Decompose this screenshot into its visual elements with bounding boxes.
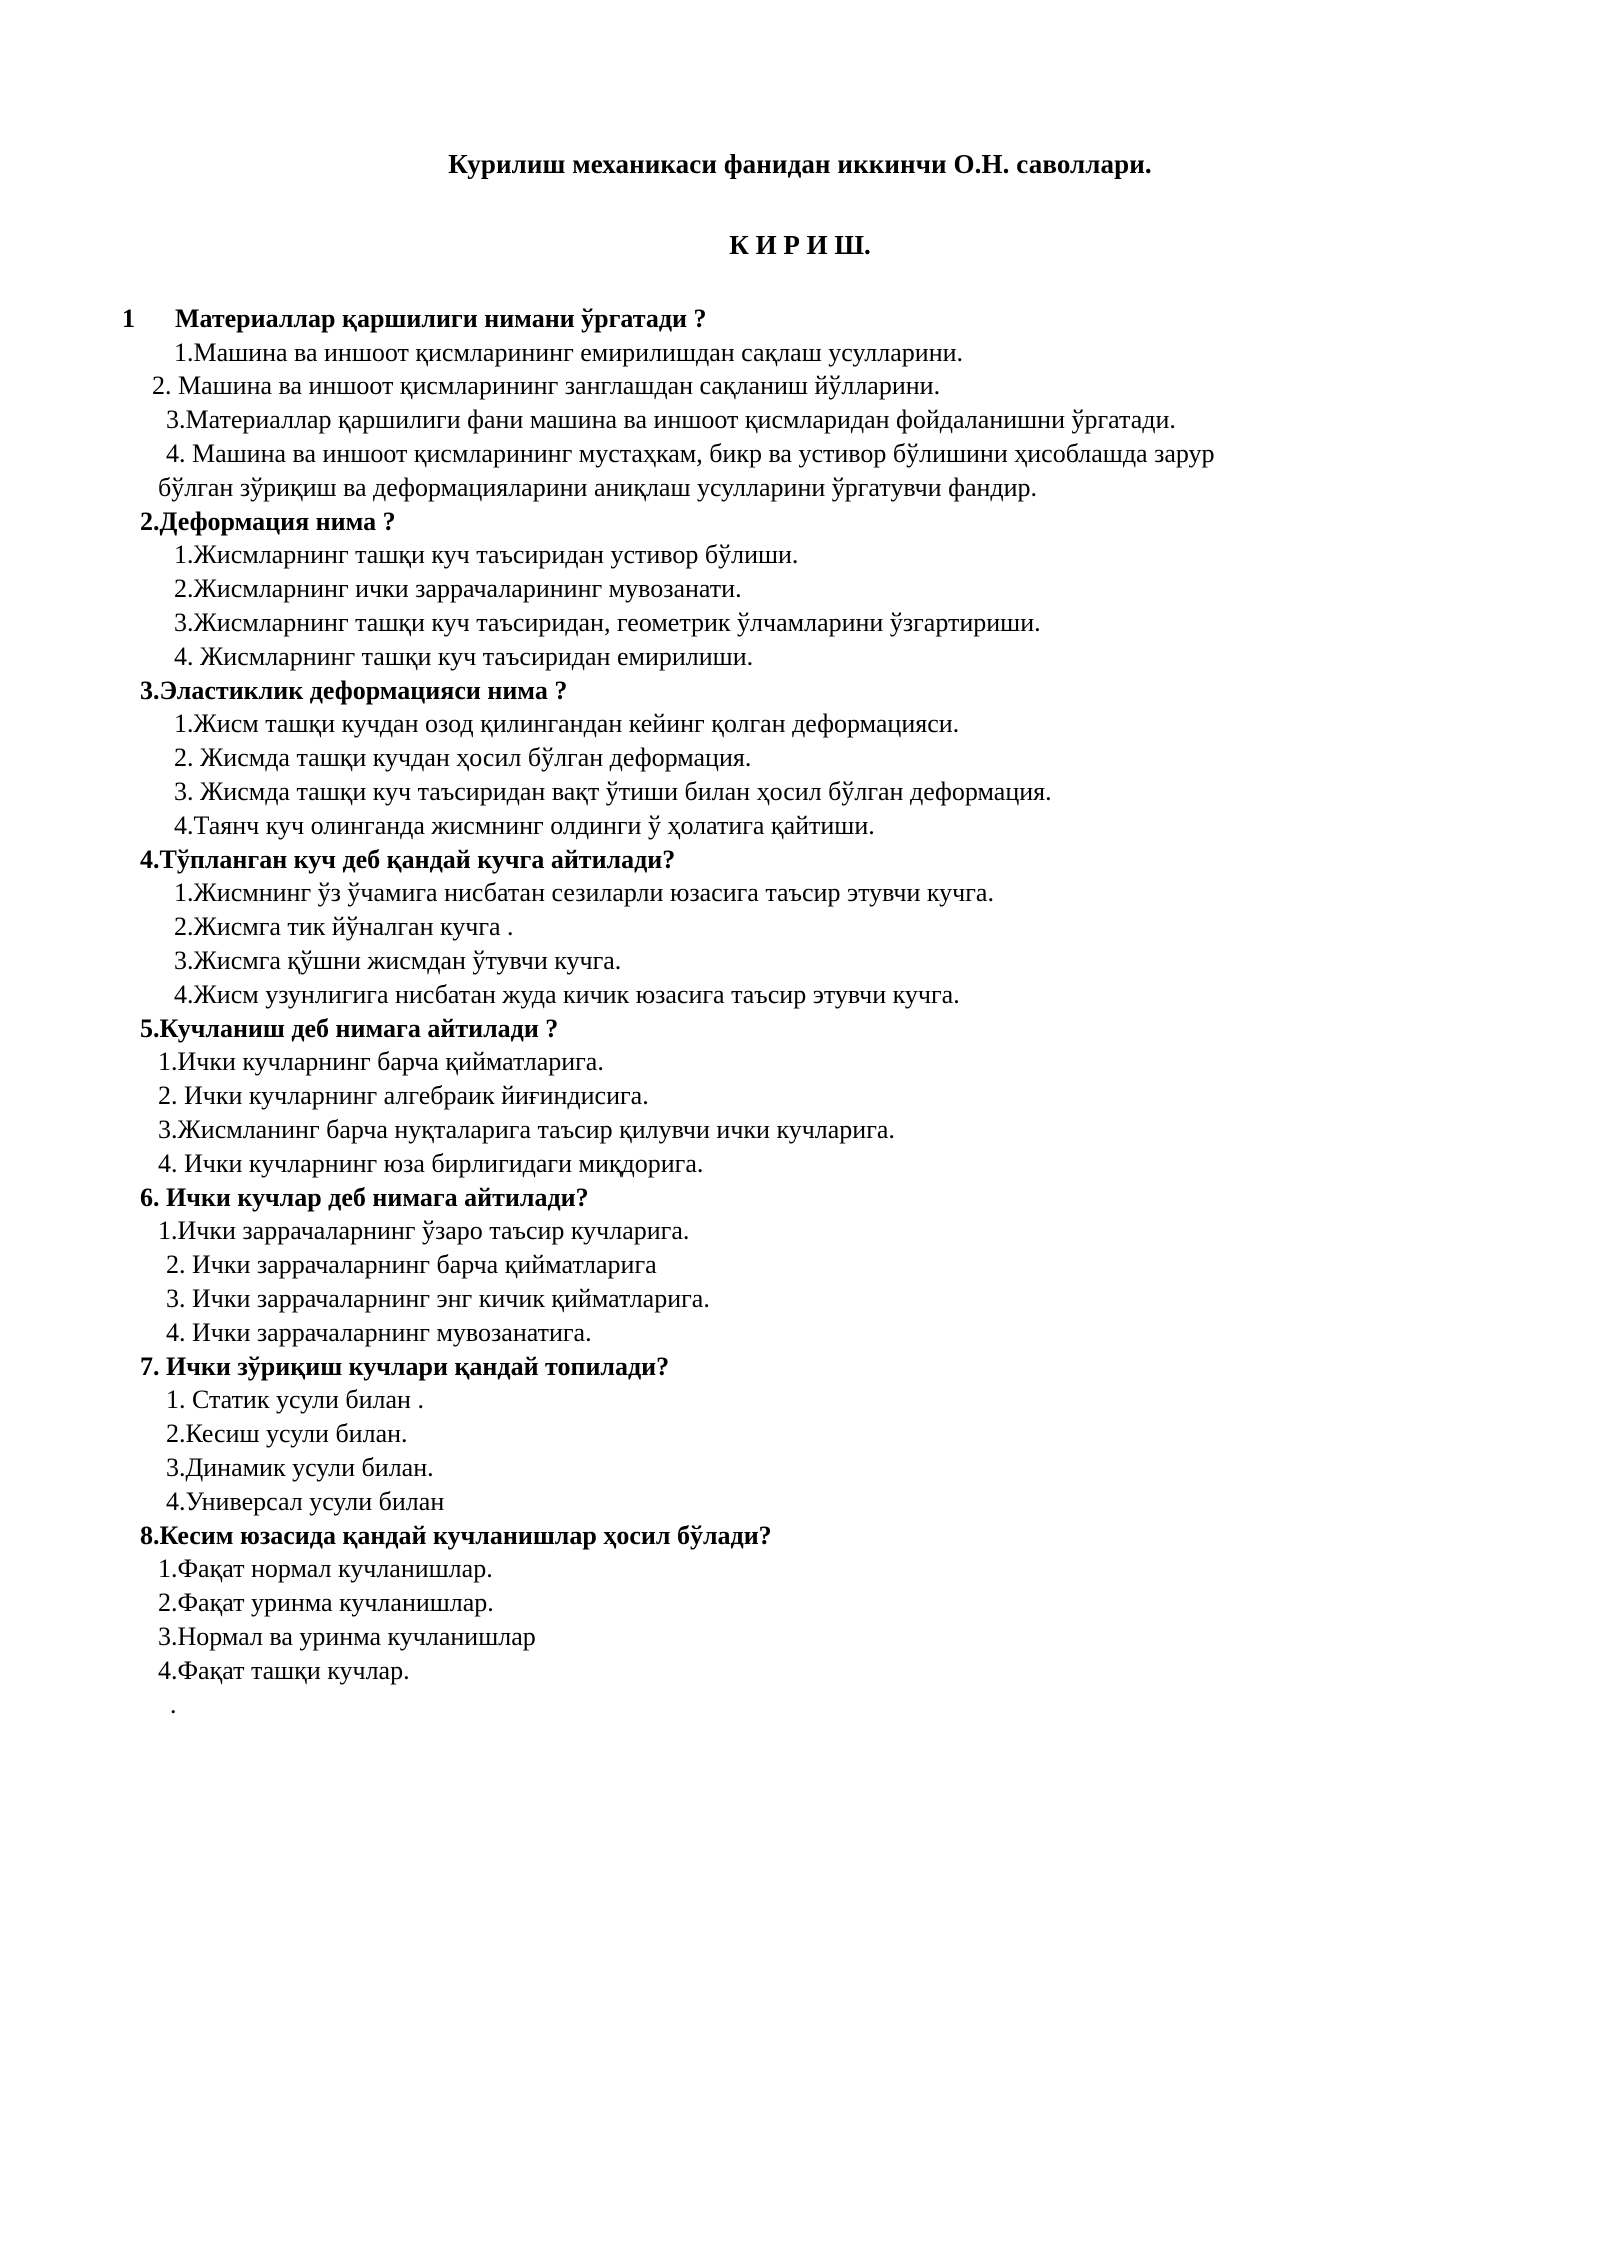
question-block xyxy=(118,1181,1482,1350)
answer-option: 3.Жисмга қўшни жисмдан ўтувчи кучга. xyxy=(174,946,622,976)
answer-option: 3.Нормал ва уринма кучланишлар xyxy=(158,1621,536,1651)
question-text: Эластиклик деформацияси нима ? xyxy=(159,675,568,705)
answer-option: 1.Жисмнинг ўз ўчамига нисбатан сезиларли юзасига таъсир этувчи кучга. xyxy=(174,878,994,908)
answer-option: 2.Кесиш усули билан. xyxy=(166,1419,408,1449)
question-text: Ички зўриқиш кучлари қандай топилади? xyxy=(166,1351,670,1381)
question-text: Кесим юзасида қандай кучланишлар ҳосил бўлади? xyxy=(159,1520,772,1550)
question-text: Кучланиш деб нимага айтилади ? xyxy=(159,1013,559,1043)
question-block xyxy=(118,302,1482,505)
answer-option: 4.Универсал усули билан xyxy=(166,1486,445,1516)
answer-option: 2.Жисмга тик йўналган кучга . xyxy=(174,912,514,942)
answer-option: 4. Жисмларнинг ташқи куч таъсиридан емирилиши. xyxy=(174,641,754,671)
question-number: 8. xyxy=(140,1520,160,1550)
answer-option: 3.Жисмланинг барча нуқталарига таъсир қилувчи ички кучларига. xyxy=(158,1115,895,1144)
question-block xyxy=(118,1350,1482,1519)
answer-option: 3.Жисмларнинг ташқи куч таъсиридан, геометрик ўлчамларини ўзгартириши. xyxy=(174,608,1041,638)
answer-option: 4. Ички заррачаларнинг мувозанатига. xyxy=(166,1317,592,1347)
answer-option-continuation: бўлган зўриқиш ва деформацияларини аниқлаш усулларини ўргатувчи фандир. xyxy=(158,472,1038,502)
answer-option: 1.Ички кучларнинг барча қийматларига. xyxy=(158,1047,604,1077)
question-heading xyxy=(118,1519,1482,1553)
question-heading xyxy=(118,843,1482,877)
question-number: 4. xyxy=(140,844,160,874)
question-block xyxy=(118,1012,1482,1181)
question-number: 1 xyxy=(122,303,135,333)
page-title: Курилиш механикаси фанидан иккинчи О.Н. саволлари. xyxy=(448,149,1152,179)
answer-option: 1.Машина ва иншоот қисмларининг емирилишдан сақлаш усулларини. xyxy=(174,337,964,367)
answer-option: 1. Статик усули билан . xyxy=(166,1385,424,1415)
answer-option: 2. Жисмда ташқи кучдан ҳосил бўлган деформация. xyxy=(174,743,752,773)
answer-option: 1.Ички заррачаларнинг ўзаро таъсир кучларига. xyxy=(158,1216,690,1246)
trailing-period: . xyxy=(170,1689,177,1719)
answer-option: 3. Жисмда ташқи куч таъсиридан вақт ўтиши билан ҳосил бўлган деформация. xyxy=(174,777,1052,807)
answer-option: 2.Фақат уринма кучланишлар. xyxy=(158,1588,494,1618)
question-heading xyxy=(118,674,1482,708)
answer-option: 4.Таянч куч олинганда жисмнинг олдинги ў ҳолатига қайтиши. xyxy=(174,810,875,840)
answer-option: 2. Ички заррачаларнинг барча қийматларига xyxy=(166,1250,657,1280)
question-block xyxy=(118,505,1482,674)
question-number: 7. xyxy=(140,1351,160,1381)
answer-option: 2. Ички кучларнинг алгебраик йиғиндисига. xyxy=(158,1081,649,1111)
question-text: Материаллар қаршилиги нимани ўргатади ? xyxy=(175,303,707,333)
answer-option: 3. Ички заррачаларнинг энг кичик қийматларига. xyxy=(166,1283,710,1313)
question-block xyxy=(118,843,1482,1012)
answer-option: 1.Жисм ташқи кучдан озод қилингандан кейинг қолган деформацияси. xyxy=(174,709,960,739)
question-number: 3. xyxy=(140,675,160,705)
answer-option: 4. Ички кучларнинг юза бирлигидаги миқдорига. xyxy=(158,1148,704,1178)
question-heading xyxy=(118,1181,1482,1215)
section-heading-kirish: К И Р И Ш. xyxy=(729,229,871,260)
question-heading xyxy=(118,1012,1482,1046)
answer-option: 1.Фақат нормал кучланишлар. xyxy=(158,1554,493,1584)
answer-option: 4. Машина ва иншоот қисмларининг мустаҳкам, бикр ва устивор бўлишини ҳисоблашда зарур xyxy=(166,439,1215,469)
question-heading xyxy=(118,302,1482,336)
question-number: 6. xyxy=(140,1182,160,1212)
question-text: Ички кучлар деб нимага айтилади? xyxy=(166,1182,589,1212)
answer-option: 4.Жисм узунлигига нисбатан жуда кичик юзасига таъсир этувчи кучга. xyxy=(174,979,960,1009)
question-number: 5. xyxy=(140,1013,160,1043)
answer-option: 4.Фақат ташқи кучлар. xyxy=(158,1655,410,1685)
answer-option: 2.Жисмларнинг ички заррачаларининг мувозанати. xyxy=(174,574,742,604)
question-text: Тўпланган куч деб қандай кучга айтилади? xyxy=(159,844,676,874)
question-heading xyxy=(118,505,1482,539)
question-block xyxy=(118,674,1482,843)
question-text: Деформация нима ? xyxy=(159,506,396,536)
question-heading xyxy=(118,1350,1482,1384)
answer-option: 3.Материаллар қаршилиги фани машина ва иншоот қисмларидан фойдаланишни ўргатади. xyxy=(166,405,1176,435)
answer-option: 2. Машина ва иншоот қисмларининг занглашдан сақланиш йўлларини. xyxy=(152,371,941,401)
question-block xyxy=(118,1519,1482,1688)
question-number: 2. xyxy=(140,506,160,536)
question-list xyxy=(118,302,1482,1721)
answer-option: 1.Жисмларнинг ташқи куч таъсиридан устивор бўлиши. xyxy=(174,540,799,570)
answer-option: 3.Динамик усули билан. xyxy=(166,1452,434,1482)
